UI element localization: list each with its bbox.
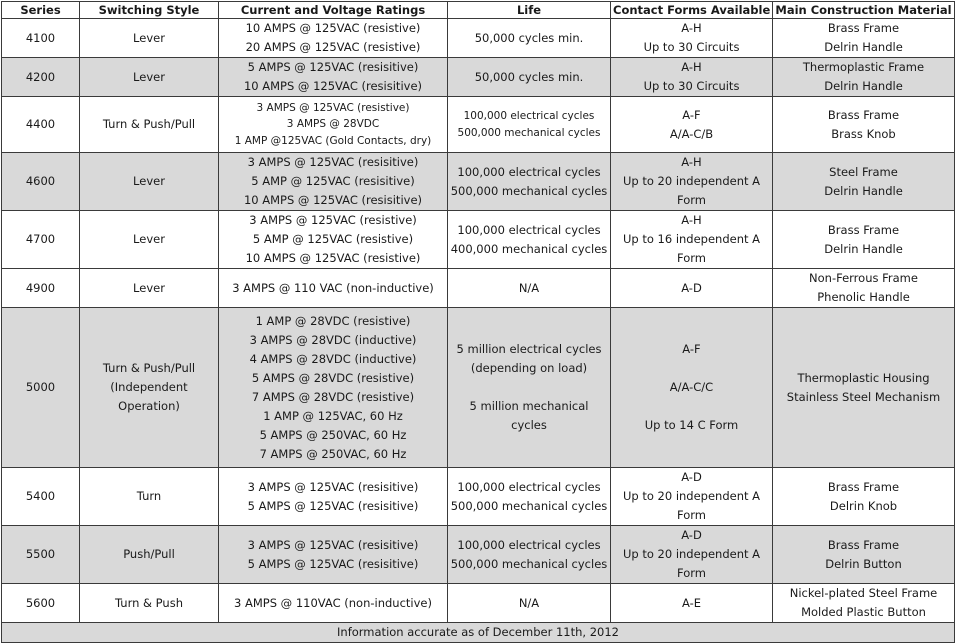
cell-line: 4 AMPS @ 28VDC (inductive) [249,351,417,366]
cell-line: 3 AMPS @ 125VAC (resisitive) [247,479,419,494]
cell-line: 5 million electrical cycles [456,342,602,356]
cell-line: Up to 30 Circuits [643,40,740,54]
cell-line: Phenolic Handle [817,290,910,304]
cell-line: N/A [518,595,540,610]
cell-ratings [219,19,448,58]
cell-ratings [219,468,448,526]
cell-life [448,584,611,623]
cell-line: Nickel-plated Steel Frame [789,586,938,600]
cell-contact-forms [611,153,773,211]
cell-line: Thermoplastic Housing [797,370,930,385]
cell-line: 3 AMPS @ 125VAC (resistive) [249,213,417,227]
cell-life [448,308,611,468]
cell-ratings [219,211,448,269]
cell-line: Turn & Push/Pull [102,117,196,131]
cell-line: 5 AMPS @ 125VAC (resisitive) [247,498,419,513]
cell-line: A-F [682,107,701,122]
cell-line: Form [677,251,706,265]
cell-line: 100,000 electrical cycles [457,222,601,237]
cell-life [448,97,611,153]
cell-contact-forms [611,58,773,97]
cell-line: Up to 14 C Form [644,418,739,432]
cell-line [450,378,608,397]
cell-line: Up to 20 independent A [622,489,761,503]
cell-line: 5 AMPS @ 28VDC (resistive) [251,370,415,385]
cell-line: Delrin Handle [824,183,903,198]
header-material: Main Construction Material [773,2,955,19]
cell-switching-style [80,308,219,468]
cell-line: 500,000 mechanical cycles [450,183,608,198]
cell-line: A-H [681,21,702,35]
cell-ratings [219,58,448,97]
cell-line: A-F [682,342,701,356]
cell-line: 10 AMPS @ 125VAC (resisitive) [243,193,423,207]
cell-series: 4100 [2,19,80,58]
cell-line: 500,000 mechanical cycles [457,126,601,139]
cell-material [773,526,955,584]
cell-contact-forms [611,308,773,468]
cell-line [613,397,770,416]
cell-contact-forms [611,97,773,153]
cell-line: 3 AMPS @ 125VAC (resistive) [256,101,410,114]
cell-line: A-H [681,155,702,169]
cell-switching-style [80,153,219,211]
table-row [2,211,955,269]
table-row [2,308,955,468]
cell-material [773,97,955,153]
cell-line: Molded Plastic Button [801,605,926,619]
cell-series: 4900 [2,269,80,308]
cell-line: Turn [136,489,162,503]
cell-line: Turn & Push/Pull [102,361,196,375]
table-row [2,468,955,526]
cell-line: A-H [681,60,702,74]
cell-series: 5600 [2,584,80,623]
table-row [2,584,955,623]
cell-line: A-D [681,528,702,542]
cell-line: Brass Knob [831,126,896,141]
cell-ratings [219,153,448,211]
cell-line: 400,000 mechanical cycles [450,241,608,256]
cell-line: Brass Frame [827,537,900,552]
cell-ratings [219,97,448,153]
header-ratings: Current and Voltage Ratings [219,2,448,19]
cell-series: 4400 [2,97,80,153]
cell-line: Lever [133,280,165,295]
cell-material [773,19,955,58]
footer-note: Information accurate as of December 11th, 2012 [2,623,955,643]
table-row [2,269,955,308]
cell-line: 7 AMPS @ 28VDC (resistive) [251,389,415,404]
cell-line: Form [677,508,706,522]
cell-ratings [219,308,448,468]
table-row [2,19,955,58]
switch-specs-table [1,1,955,643]
cell-line: 50,000 cycles min. [474,30,584,45]
cell-life [448,58,611,97]
cell-line: 1 AMP @ 28VDC (resistive) [255,313,411,328]
cell-line: 7 AMPS @ 250VAC, 60 Hz [259,446,407,461]
cell-line: Form [677,193,706,207]
cell-line: 3 AMPS @ 125VAC (resisitive) [247,537,419,552]
cell-ratings [219,584,448,623]
cell-line: A-E [681,595,702,610]
table-row [2,526,955,584]
cell-line: 5 AMPS @ 250VAC, 60 Hz [259,427,407,442]
header-switching-style: Switching Style [80,2,219,19]
cell-line: 100,000 electrical cycles [457,479,601,494]
cell-line: Brass Frame [827,107,900,122]
cell-line: cycles [511,418,547,432]
cell-switching-style [80,269,219,308]
cell-ratings [219,269,448,308]
cell-material [773,153,955,211]
table-row [2,97,955,153]
cell-series: 4700 [2,211,80,269]
cell-material [773,308,955,468]
cell-line: (depending on load) [470,361,588,375]
table-row [2,153,955,211]
cell-life [448,269,611,308]
cell-line: A-H [681,213,702,227]
cell-series: 4200 [2,58,80,97]
cell-switching-style [80,584,219,623]
cell-line: Stainless Steel Mechanism [786,389,941,404]
cell-line: A/A-C/C [669,380,714,394]
cell-line: Brass Frame [827,21,900,35]
cell-contact-forms [611,468,773,526]
cell-contact-forms [611,269,773,308]
cell-contact-forms [611,19,773,58]
cell-contact-forms [611,526,773,584]
cell-ratings [219,526,448,584]
cell-switching-style [80,468,219,526]
cell-series: 4600 [2,153,80,211]
footer-row [2,623,955,643]
cell-line: Lever [133,69,165,84]
cell-switching-style [80,58,219,97]
cell-line: Up to 20 independent A [622,174,761,188]
cell-line: 100,000 electrical cycles [463,110,595,122]
cell-switching-style [80,97,219,153]
cell-life [448,153,611,211]
header-contact-forms: Contact Forms Available [611,2,773,19]
cell-line: Delrin Handle [824,79,903,93]
cell-line: Lever [133,174,165,188]
header-life: Life [448,2,611,19]
cell-life [448,526,611,584]
cell-line: Delrin Handle [824,241,903,256]
cell-material [773,468,955,526]
cell-line: 3 AMPS @ 110 VAC (non-inductive) [232,280,434,295]
cell-series: 5000 [2,308,80,468]
cell-contact-forms [611,211,773,269]
cell-line: 1 AMP @125VAC (Gold Contacts, dry) [234,134,432,147]
cell-line: 3 AMPS @ 110VAC (non-inductive) [234,595,432,610]
cell-line: 3 AMPS @ 28VDC (inductive) [249,332,417,347]
cell-line: 5 AMPS @ 125VAC (resisitive) [247,556,419,571]
cell-switching-style [80,19,219,58]
cell-line: (Independent [110,380,188,394]
cell-line: 3 AMPS @ 125VAC (resisitive) [247,155,419,169]
cell-switching-style [80,526,219,584]
cell-life [448,468,611,526]
cell-line: A-D [681,280,702,295]
cell-line: Delrin Knob [829,498,898,513]
cell-line: N/A [518,280,540,295]
cell-line: 5 AMPS @ 125VAC (resisitive) [247,60,419,74]
cell-line: Lever [133,30,165,45]
cell-line: Delrin Button [825,556,902,571]
cell-switching-style [80,211,219,269]
cell-line: 5 AMP @ 125VAC (resisitive) [251,174,415,188]
cell-line: 1 AMP @ 125VAC, 60 Hz [263,408,403,423]
header-row [2,2,955,19]
cell-line: Lever [133,232,165,246]
cell-line: A-D [681,470,702,484]
cell-line: 3 AMPS @ 28VDC [286,118,380,131]
cell-line: Steel Frame [829,164,898,179]
cell-line: 5 AMP @ 125VAC (resistive) [252,232,414,246]
cell-line: Up to 20 independent A [622,547,761,561]
cell-line: 100,000 electrical cycles [457,164,601,179]
cell-line: 500,000 mechanical cycles [450,498,608,513]
cell-life [448,19,611,58]
cell-line: Non-Ferrous Frame [809,271,918,285]
cell-line: Thermoplastic Frame [802,60,925,74]
cell-line: Operation) [118,399,180,413]
cell-material [773,211,955,269]
cell-line: 100,000 electrical cycles [457,537,601,552]
header-series: Series [2,2,80,19]
cell-line: Brass Frame [827,222,900,237]
cell-line: 10 AMPS @ 125VAC (resistive) [245,21,421,35]
table-row [2,58,955,97]
cell-series: 5400 [2,468,80,526]
cell-line [613,359,770,378]
cell-line: 10 AMPS @ 125VAC (resisitive) [243,79,423,93]
cell-material [773,584,955,623]
cell-line: 50,000 cycles min. [474,69,584,84]
cell-series: 5500 [2,526,80,584]
cell-line: 20 AMPS @ 125VAC (resistive) [245,40,421,54]
cell-contact-forms [611,584,773,623]
cell-line: Delrin Handle [824,40,903,54]
cell-line: Form [677,566,706,580]
cell-material [773,269,955,308]
cell-line: Turn & Push [115,595,183,610]
cell-line: Up to 16 independent A [622,232,761,246]
cell-line: 5 million mechanical [469,399,589,413]
cell-line: Brass Frame [827,479,900,494]
cell-line: 500,000 mechanical cycles [450,556,608,571]
cell-line: A/A-C/B [669,126,714,141]
cell-line: Up to 30 Circuits [643,79,740,93]
cell-line: Push/Pull [123,547,175,561]
cell-line: 10 AMPS @ 125VAC (resistive) [245,251,421,265]
cell-life [448,211,611,269]
cell-material [773,58,955,97]
